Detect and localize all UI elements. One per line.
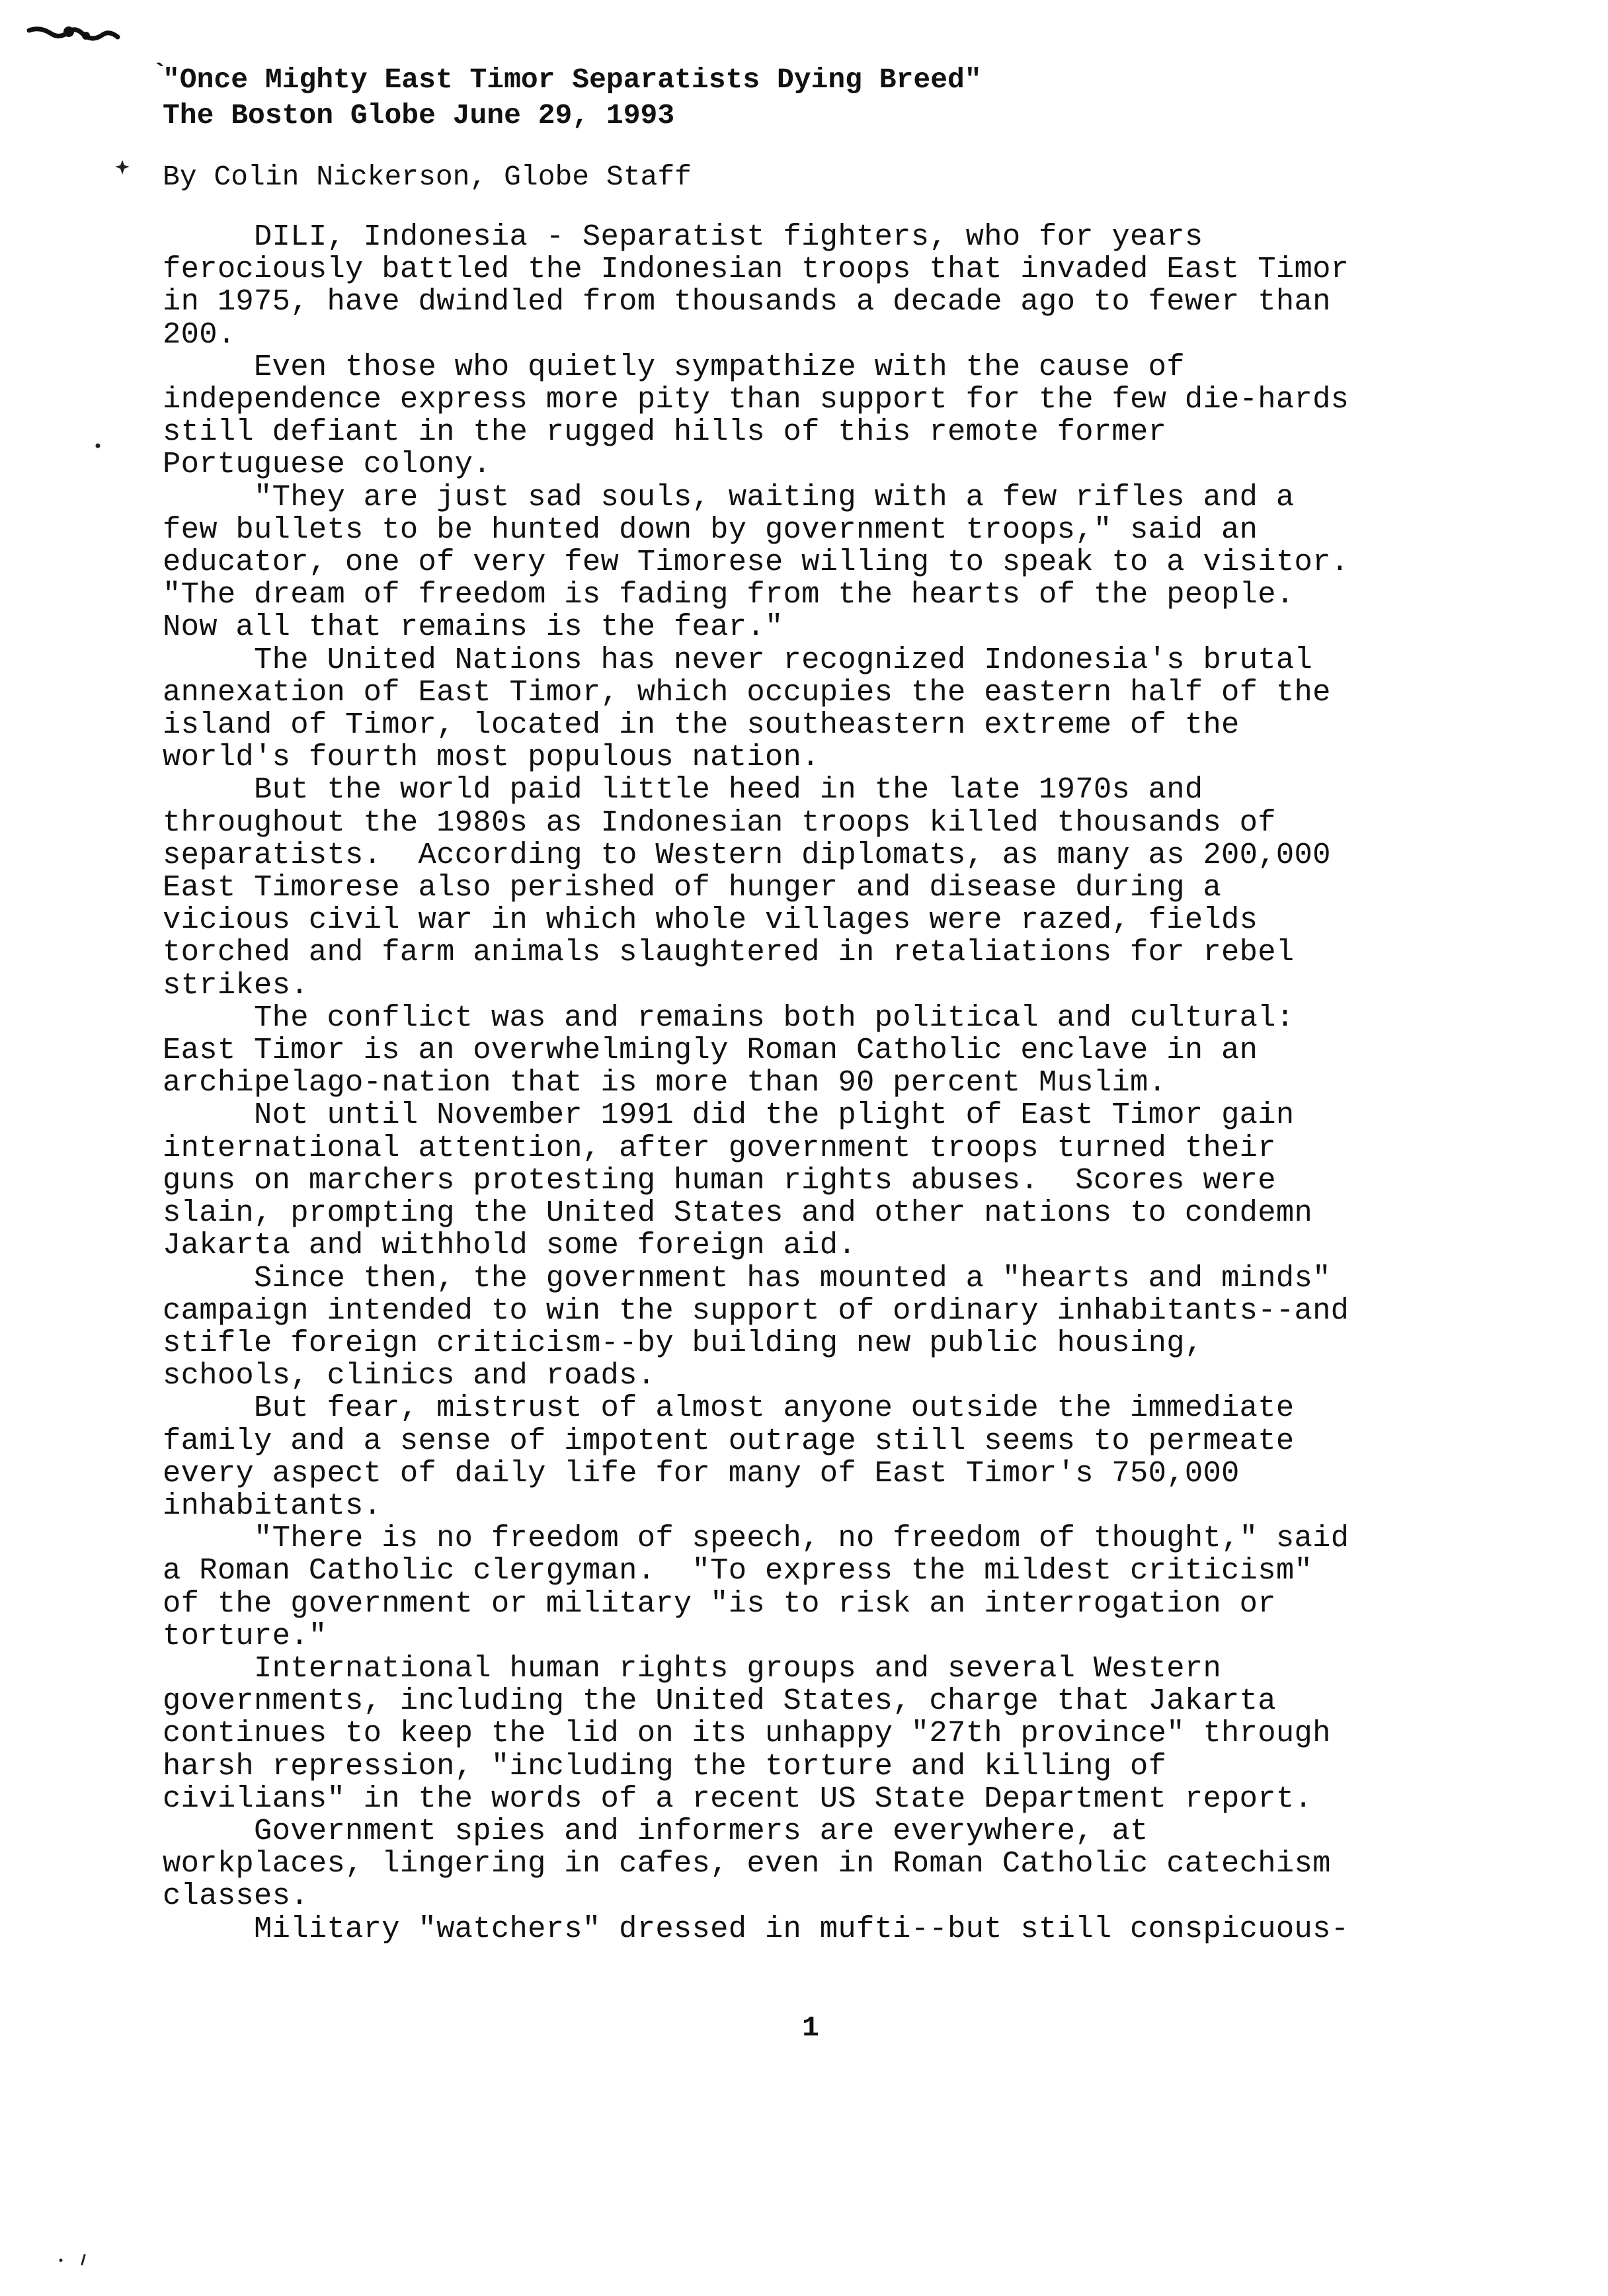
scan-smudge-mark: [26, 20, 126, 50]
paragraph: "They are just sad souls, waiting with a few rifles and a few bullets to be hunted down by government troops," said an educator, one of very few Timorese willing to speak to a visitor. "The dream of freedom is fading from the hearts of the people. Now all that remains is the fear.": [163, 479, 1349, 645]
paragraph: Military "watchers" dressed in mufti--but still conspicuous-: [163, 1911, 1349, 1946]
paragraph: Since then, the government has mounted a "hearts and minds" campaign intended to win the support of ordinary inhabitants--and stifle foreign criticism--by building new public housing, schools, clinics and roads.: [163, 1260, 1349, 1393]
article-title: [152, 60, 1485, 98]
article-byline: By Colin Nickerson, Globe Staff: [163, 161, 692, 193]
article-body: [163, 221, 1485, 1946]
paragraph: The conflict was and remains both political and cultural: East Timor is an overwhelmingly Roman Catholic enclave in an archipelago-nation that is more than 90 percent Muslim.: [163, 1000, 1295, 1100]
paragraph: DILI, Indonesia - Separatist fighters, who for years ferociously battled the Indonesian troops that invaded East Timor in 1975, have dwindled from thousands a decade ago to fewer than 200.: [163, 220, 1349, 352]
paragraph: The United Nations has never recognized Indonesia's brutal annexation of East Timor, which occupies the eastern half of the island of Timor, located in the southeastern extreme of the world's fourth most populous nation.: [163, 642, 1331, 775]
article-title-text: "Once Mighty East Timor Separatists Dying Breed": [163, 63, 982, 96]
margin-dot-mark: [94, 442, 102, 450]
article-source: The Boston Globe June 29, 1993: [163, 99, 675, 132]
paragraph: Government spies and informers are everywhere, at workplaces, lingering in cafes, even in Roman Catholic catechism classes.: [163, 1813, 1331, 1914]
paragraph: International human rights groups and several Western governments, including the United States, charge that Jakarta continues to keep the lid on its unhappy "27th province" through harsh repression, "including the torture and killing of civilians" in the words of a recent US State Department report.: [163, 1651, 1331, 1816]
paragraph: But the world paid little heed in the late 1970s and throughout the 1980s as Indonesian troops killed thousands of separatists. According to Western diplomats, as many as 200,000 East Timorese also perished of hunger and disease during a vicious civil war in which whole villages were razed, fields torched and farm animals slaughtered in retaliations for rebel strikes.: [163, 772, 1331, 1003]
paragraph: Even those who quietly sympathize with the cause of independence express more pity than support for the few die-hards still defiant in the rugged hills of this remote former Portuguese colony.: [163, 349, 1349, 482]
bottom-scan-mark: [56, 2251, 95, 2267]
article-content: [152, 60, 1485, 1946]
paragraph: "There is no freedom of speech, no freedom of thought," said a Roman Catholic clergyman. "To express the mildest criticism" of the government or military "is to risk an interrogation or torture.": [163, 1521, 1349, 1653]
title-tick-mark: `: [152, 60, 169, 90]
scan-speck-mark: [114, 159, 131, 176]
paragraph: Not until November 1991 did the plight of East Timor gain international attention, after government troops turned their guns on marchers protesting human rights abuses. Scores were slain, prompting the United States and other nations to condemn Jakarta and withhold some foreign aid.: [163, 1098, 1313, 1263]
paragraph: But fear, mistrust of almost anyone outside the immediate family and a sense of impotent outrage still seems to permeate every aspect of daily life for many of East Timor's 750,000 inhabitants.: [163, 1391, 1295, 1523]
page-number: 1: [802, 2012, 819, 2044]
